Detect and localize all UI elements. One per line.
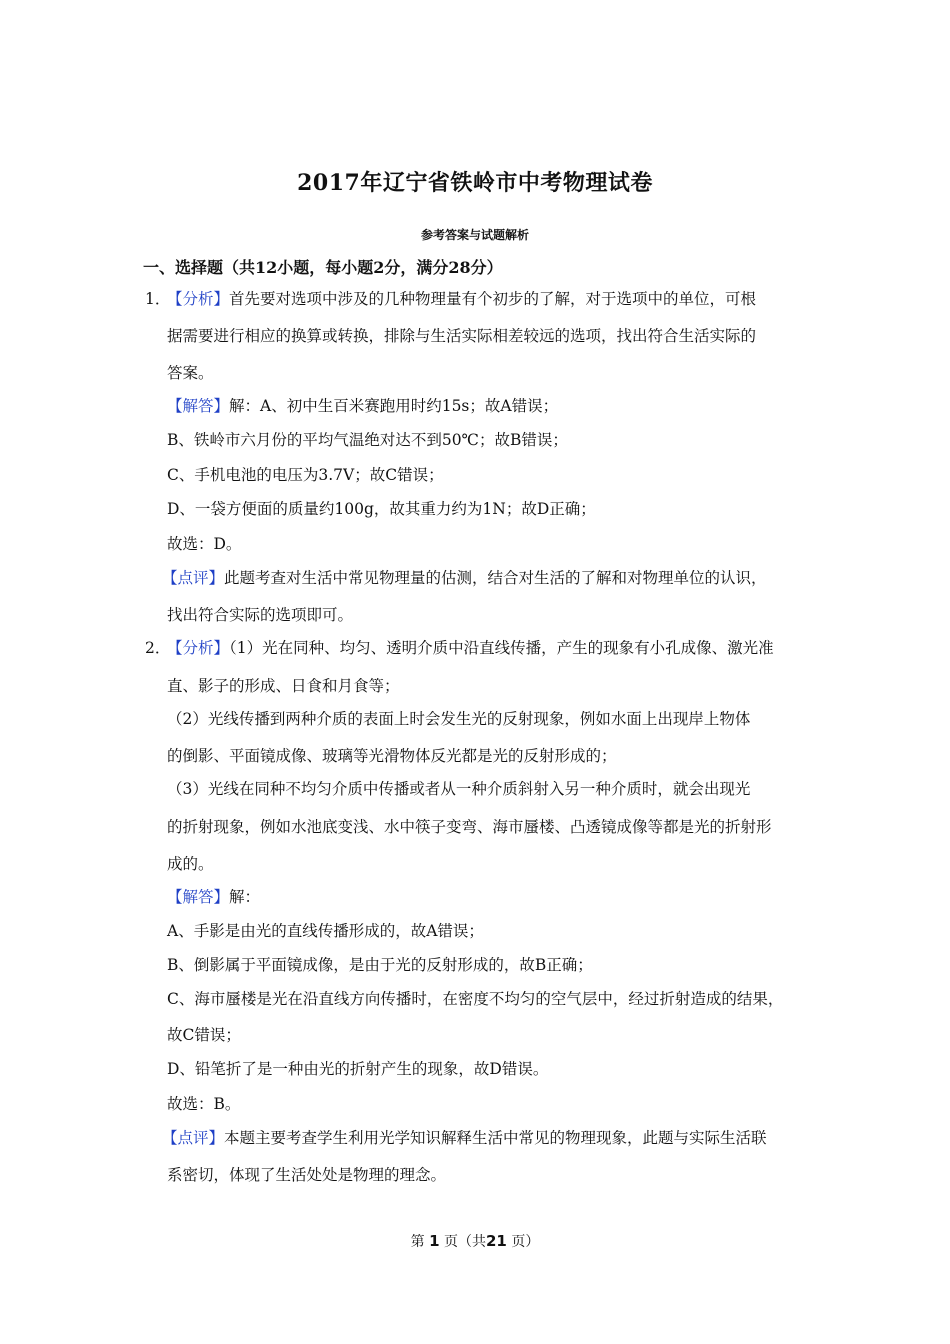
- comment-line: 找出符合实际的选项即可。: [167, 606, 354, 624]
- analysis-text: （1）光在同种、均匀、透明介质中沿直线传播，产生的现象有小孔成像、激光准: [229, 639, 774, 657]
- analysis-text: 首先要对选项中涉及的几种物理量有个初步的了解，对于选项中的单位，可根: [229, 290, 757, 308]
- analysis-line: （3）光线在同种不均匀介质中传播或者从一种介质斜射入另一种介质时，就会出现光: [167, 780, 751, 798]
- answer-line: A、手影是由光的直线传播形成的，故A错误；: [167, 922, 484, 940]
- comment-line: [162, 568, 767, 588]
- comment-tag: 【点评】: [162, 1129, 225, 1147]
- analysis-line: [167, 289, 756, 309]
- answer-line: D、铅笔折了是一种由光的折射产生的现象，故D错误。: [167, 1060, 549, 1078]
- page-number: 1: [429, 1232, 440, 1250]
- analysis-line: 据需要进行相应的换算或转换，排除与生活实际相差较远的选项，找出符合生活实际的: [167, 327, 757, 345]
- analysis-line: 直、影子的形成、日食和月食等；: [167, 677, 400, 695]
- comment-line: [162, 1128, 767, 1148]
- analysis-line: 的倒影、平面镜成像、玻璃等光滑物体反光都是光的反射形成的；: [167, 747, 617, 765]
- answer-line: 故选：B。: [167, 1095, 241, 1113]
- footer-prefix: 第: [410, 1234, 425, 1250]
- page-subtitle: 参考答案与试题解析: [420, 228, 529, 242]
- answer-tag: 【解答】: [167, 888, 230, 906]
- page-footer: [0, 1231, 950, 1251]
- answer-line: B、倒影属于平面镜成像，是由于光的反射形成的，故B正确；: [167, 956, 593, 974]
- answer-tag: 【解答】: [167, 397, 230, 415]
- footer-suffix: 页）: [511, 1234, 540, 1250]
- section-heading: 一、选择题（共12小题，每小题2分，满分28分）: [143, 258, 503, 277]
- analysis-tag: 【分析】: [167, 290, 230, 308]
- answer-line: [167, 887, 260, 907]
- page-title: 2017年辽宁省铁岭市中考物理试卷: [297, 170, 653, 196]
- comment-tag: 【点评】: [162, 569, 225, 587]
- comment-text: 本题主要考查学生利用光学知识解释生活中常见的物理现象，此题与实际生活联: [224, 1129, 767, 1147]
- answer-line: 故C错误；: [167, 1026, 241, 1044]
- comment-line: 系密切，体现了生活处处是物理的理念。: [167, 1166, 447, 1184]
- question-number: 1．: [145, 290, 171, 308]
- analysis-tag: 【分析】: [167, 639, 230, 657]
- page-total: 21: [486, 1232, 507, 1250]
- answer-line: C、海市蜃楼是光在沿直线方向传播时，在密度不均匀的空气层中，经过折射造成的结果，: [167, 990, 784, 1008]
- answer-text: 解：: [229, 888, 261, 906]
- answer-line: 故选：D。: [167, 535, 242, 553]
- answer-line: [167, 396, 558, 416]
- footer-middle: 页（共: [444, 1234, 486, 1250]
- answer-text: 解：A、初中生百米赛跑用时约15s；故A错误；: [229, 397, 559, 415]
- comment-text: 此题考查对生活中常见物理量的估测，结合对生活的了解和对物理单位的认识，: [224, 569, 767, 587]
- question-number: 2．: [145, 639, 171, 657]
- analysis-line: 的折射现象，例如水池底变浅、水中筷子变弯、海市蜃楼、凸透镜成像等都是光的折射形: [167, 818, 772, 836]
- analysis-line: 成的。: [167, 855, 214, 873]
- analysis-line: 答案。: [167, 364, 214, 382]
- answer-line: D、一袋方便面的质量约100g，故其重力约为1N；故D正确；: [167, 500, 596, 518]
- analysis-line: （2）光线传播到两种介质的表面上时会发生光的反射现象，例如水面上出现岸上物体: [167, 710, 751, 728]
- answer-line: C、手机电池的电压为3.7V；故C错误；: [167, 466, 444, 484]
- analysis-line: [167, 638, 774, 658]
- answer-line: B、铁岭市六月份的平均气温绝对达不到50℃；故B错误；: [167, 431, 568, 449]
